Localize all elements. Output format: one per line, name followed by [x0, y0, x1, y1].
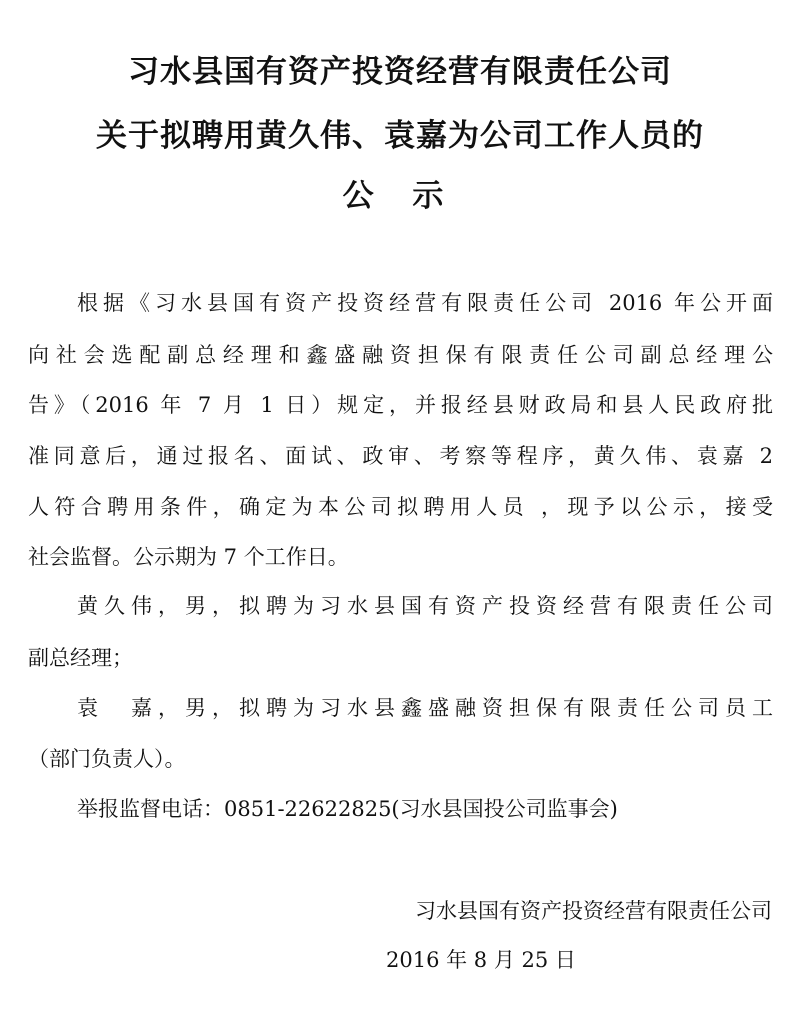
appointee-line: 副总经理；	[28, 646, 133, 670]
appointee-line: （部门负责人）。	[28, 747, 186, 771]
body-paragraph-line: 根据《习水县国有资产投资经营有限责任公司 2016 年公开面	[77, 291, 773, 315]
body-paragraph-line: 告》（2016 年 7 月 1 日）规定，并报经县财政局和县人民政府批	[28, 393, 773, 417]
document-title-line-2: 关于拟聘用黄久伟、袁嘉为公司工作人员的	[96, 118, 704, 154]
body-paragraph-line: 社会监督。公示期为 7 个工作日。	[28, 545, 349, 569]
document-title-line-3: 公 示	[342, 178, 458, 214]
signature-organization: 习水县国有资产投资经营有限责任公司	[415, 899, 772, 923]
signature-date: 2016 年 8 月 25 日	[386, 948, 576, 972]
appointee-line: 黄久伟，男，拟聘为习水县国有资产投资经营有限责任公司	[77, 594, 773, 618]
report-phone-line: 举报监督电话：0851-22622825(习水县国投公司监事会)	[77, 797, 618, 821]
body-paragraph-line: 准同意后，通过报名、面试、政审、考察等程序，黄久伟、袁嘉 2	[28, 444, 773, 468]
appointee-line: 袁 嘉，男，拟聘为习水县鑫盛融资担保有限责任公司员工	[77, 696, 773, 720]
body-paragraph-line: 人符合聘用条件，确定为本公司拟聘用人员 ，现予以公示，接受	[28, 495, 773, 519]
body-paragraph-line: 向社会选配副总经理和鑫盛融资担保有限责任公司副总经理公	[28, 343, 773, 367]
document-title-line-1: 习水县国有资产投资经营有限责任公司	[128, 54, 672, 90]
